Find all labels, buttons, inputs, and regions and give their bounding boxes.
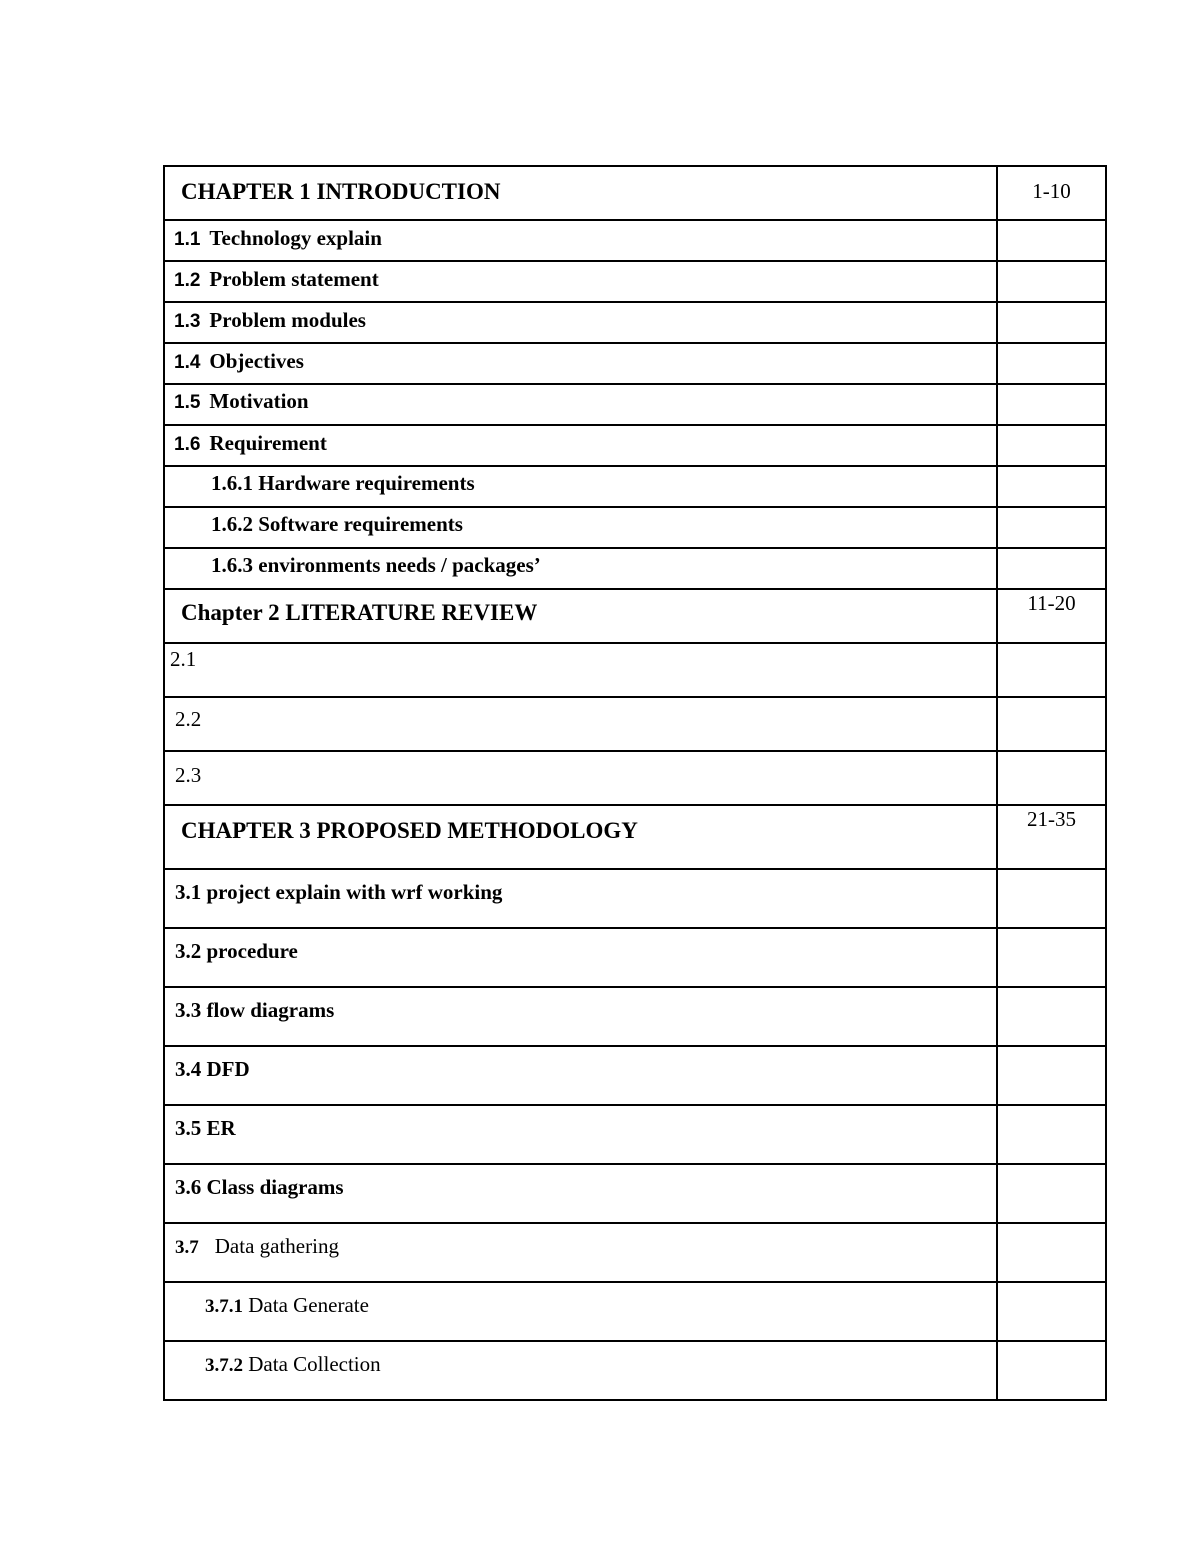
toc-subitem: 1.6.3 environments needs / packages’ [211,553,541,577]
toc-subitem: 1.6.2 Software requirements [211,512,463,536]
toc-item-text: Objectives [209,349,304,373]
toc-page-cell [997,548,1106,589]
toc-page-cell [997,751,1106,805]
toc-item-text: Data Collection [248,1352,381,1376]
chapter-2-pages: 11-20 [997,589,1106,643]
toc-row [164,1282,1106,1341]
toc-page-cell [997,1164,1106,1223]
toc-page-cell [997,1341,1106,1400]
toc-item [165,221,996,251]
toc-row [164,1105,1106,1164]
toc-item-number: 3.7.1 [205,1296,243,1317]
toc-page-cell [997,343,1106,384]
toc-page-cell [997,1223,1106,1282]
toc-row [164,1223,1106,1282]
toc-row [164,869,1106,928]
toc-item-number: 3.7.2 [205,1355,243,1376]
toc-item [165,1224,996,1259]
toc-page-cell [997,466,1106,507]
toc-row [164,466,1106,507]
toc-row [164,987,1106,1046]
toc-item-text: Technology explain [209,226,382,250]
toc-row [164,261,1106,302]
toc-item-text: Problem statement [209,267,379,291]
toc-page-cell [997,384,1106,425]
chapter-1-title-cell [164,166,997,220]
toc-item: 2.1 [170,647,197,671]
toc-item [165,344,996,374]
toc-item [165,303,996,333]
toc-row [164,751,1106,805]
toc-row [164,220,1106,261]
toc-page-cell [997,1282,1106,1341]
toc-item: 3.2 procedure [175,939,298,963]
chapter-3-title: CHAPTER 3 PROPOSED METHODOLOGY [181,818,638,843]
chapter-1-row [164,166,1106,220]
toc-page-cell [997,643,1106,697]
chapter-2-row [164,589,1106,643]
toc-item-number: 1.2 [174,270,201,291]
toc-item: 2.3 [175,763,202,787]
toc-item-number: 1.5 [174,392,201,413]
toc-row [164,384,1106,425]
toc-item-text: Data Generate [248,1293,369,1317]
toc-item-text: Problem modules [209,308,366,332]
toc-item-number: 1.3 [174,311,201,332]
toc-row [164,928,1106,987]
toc-item-number: 1.4 [174,352,201,373]
toc-row [164,697,1106,751]
toc-item: 3.5 ER [175,1116,236,1140]
toc-row [164,1341,1106,1400]
toc-item-number: 1.6 [174,434,201,455]
toc-row [164,302,1106,343]
chapter-3-pages: 21-35 [997,805,1106,869]
toc-page-cell [997,261,1106,302]
toc-page-cell [997,1105,1106,1164]
toc-page-cell [997,1046,1106,1105]
chapter-1-title: CHAPTER 1 INTRODUCTION [181,179,501,204]
toc-row [164,343,1106,384]
toc-item [165,426,996,456]
toc-row [164,548,1106,589]
toc-row [164,643,1106,697]
chapter-3-row [164,805,1106,869]
toc-item [165,262,996,292]
toc-subitem: 1.6.1 Hardware requirements [211,471,475,495]
toc-item-number: 1.1 [174,229,201,250]
toc-page-cell [997,220,1106,261]
toc-item: 3.6 Class diagrams [175,1175,344,1199]
toc-row [164,1046,1106,1105]
toc-page-cell [997,697,1106,751]
toc-page-cell [997,928,1106,987]
toc-page-cell [997,507,1106,548]
toc-item-text: Data gathering [214,1234,339,1258]
chapter-1-pages: 1-10 [997,166,1106,220]
chapter-2-title: Chapter 2 LITERATURE REVIEW [181,600,538,625]
table-of-contents [163,165,1107,1401]
toc-item-text: Motivation [209,389,309,413]
toc-item-text: Requirement [209,431,327,455]
toc-item: 2.2 [175,707,202,731]
toc-page-cell [997,869,1106,928]
toc-row [164,507,1106,548]
toc-item-number: 3.7 [175,1237,199,1258]
toc-row [164,425,1106,466]
toc-item: 3.1 project explain with wrf working [175,880,503,904]
toc-item: 3.4 DFD [175,1057,250,1081]
toc-page-cell [997,425,1106,466]
toc-row [164,1164,1106,1223]
toc-subitem [165,1342,996,1377]
toc-page-cell [997,987,1106,1046]
toc-item: 3.3 flow diagrams [175,998,335,1022]
toc-page-cell [997,302,1106,343]
toc-subitem [165,1283,996,1318]
toc-item [165,385,996,414]
